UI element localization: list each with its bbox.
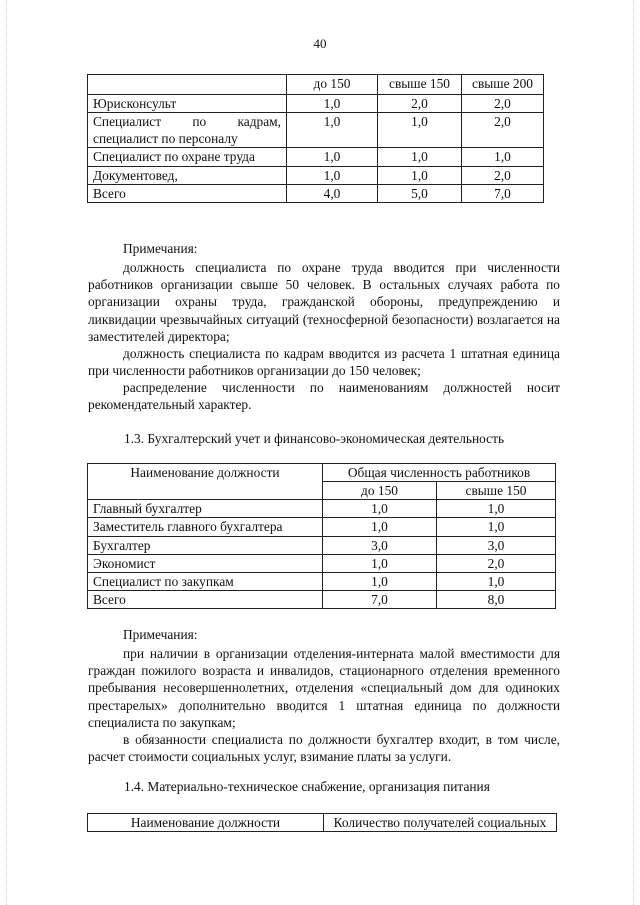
table-cell: 1,0	[378, 113, 462, 148]
table-row	[88, 536, 556, 554]
table-row	[88, 113, 544, 148]
note-paragraph: должность специалиста по кадрам вводится из расчета 1 штатная единица при численности работников организации до 150 человек;	[88, 345, 560, 379]
position-name: Документовед,	[88, 166, 287, 184]
table-cell: 8,0	[437, 591, 556, 609]
note-paragraph: в обязанности специалиста по должности бухгалтер входит, в том числе, расчет стоимости социальных услуг, взимание платы за услуги.	[88, 731, 560, 765]
staff-table-1	[87, 74, 544, 203]
table-row	[88, 184, 544, 202]
table-row	[88, 166, 544, 184]
table-row	[88, 572, 556, 590]
section-heading: 1.3. Бухгалтерский учет и финансово-экономическая деятельность	[124, 431, 505, 446]
position-name: Всего	[88, 591, 323, 609]
page-number: 40	[313, 36, 327, 51]
table-cell: 2,0	[378, 95, 462, 113]
table-cell: 1,0	[287, 113, 378, 148]
table-cell: 2,0	[462, 113, 544, 148]
position-name: Экономист	[88, 554, 323, 572]
table-cell: 2,0	[437, 554, 556, 572]
table-header-cell: Наименование должности	[88, 814, 324, 832]
note-paragraph: должность специалиста по охране труда вводится при численности работников организации свыше 50 человек. В остальных случаях работа по организации охраны труда, гражданской обороны, предупреждению и ликвидации чрезвычайных ситуаций (техносферной безопасности) возлагается на заместителей директора;	[88, 260, 560, 344]
table-cell: 5,0	[378, 184, 462, 202]
table-header-cell: Наименование должности	[88, 464, 323, 500]
table-cell: 7,0	[323, 591, 437, 609]
table-cell: 2,0	[462, 166, 544, 184]
table-cell: 1,0	[287, 95, 378, 113]
table-header-cell: свыше 150	[378, 75, 462, 95]
section-heading: 1.4. Материально-техническое снабжение, организация питания	[124, 779, 490, 794]
position-name: Бухгалтер	[88, 536, 323, 554]
table-row	[88, 591, 556, 609]
table-row	[88, 95, 544, 113]
table-row	[88, 148, 544, 166]
position-name: Специалист по охране труда	[88, 148, 287, 166]
table-cell: 1,0	[378, 166, 462, 184]
note-paragraph: при наличии в организации отделения-интерната малой вместимости для граждан пожилого возраста и инвалидов, стационарного отделения временного пребывания несовершеннолетних, отделения «специальный дом для одиноких престарелых» дополнительно вводится 1 штатная единица по должности специалиста по закупкам;	[88, 646, 560, 730]
table-header-cell	[88, 75, 287, 95]
table-row	[88, 500, 556, 518]
table-cell: 1,0	[323, 572, 437, 590]
table-cell: 1,0	[378, 148, 462, 166]
table-cell: 3,0	[437, 536, 556, 554]
table-header-row	[88, 814, 557, 832]
position-name: Специалист по закупкам	[88, 572, 323, 590]
table-cell: 1,0	[323, 500, 437, 518]
table-cell: 1,0	[287, 166, 378, 184]
table-header-row	[88, 464, 556, 482]
scan-edge-left	[6, 0, 7, 905]
table-cell: 7,0	[462, 184, 544, 202]
position-name: Юрисконсульт	[88, 95, 287, 113]
table-header-cell: до 150	[323, 482, 437, 500]
table-cell: 1,0	[287, 148, 378, 166]
scan-edge-right	[633, 0, 634, 905]
table-cell: 4,0	[287, 184, 378, 202]
staff-table-2	[87, 463, 556, 609]
table-cell: 1,0	[462, 148, 544, 166]
table-cell: 1,0	[323, 554, 437, 572]
table-header-cell: до 150	[287, 75, 378, 95]
table-cell: 2,0	[462, 95, 544, 113]
notes-heading: Примечания:	[123, 627, 198, 642]
table-cell: 1,0	[437, 518, 556, 536]
position-name: Всего	[88, 184, 287, 202]
notes-block-1	[88, 240, 560, 414]
position-name: Главный бухгалтер	[88, 500, 323, 518]
table-cell: 1,0	[323, 518, 437, 536]
table-cell: 1,0	[437, 572, 556, 590]
notes-block-2	[88, 626, 560, 765]
position-name: Специалист по кадрам, специалист по персоналу	[88, 113, 287, 148]
staff-table-3	[87, 813, 557, 832]
table-header-cell: свыше 150	[437, 482, 556, 500]
table-header-cell: свыше 200	[462, 75, 544, 95]
table-header-cell: Общая численность работников	[323, 464, 556, 482]
notes-heading: Примечания:	[123, 241, 198, 256]
position-name: Заместитель главного бухгалтера	[88, 518, 323, 536]
note-paragraph: распределение численности по наименованиям должностей носит рекомендательный характер.	[88, 380, 560, 413]
table-header-row	[88, 75, 544, 95]
table-row	[88, 518, 556, 536]
table-header-cell: Количество получателей социальных	[324, 814, 557, 832]
table-cell: 3,0	[323, 536, 437, 554]
table-row	[88, 554, 556, 572]
table-cell: 1,0	[437, 500, 556, 518]
